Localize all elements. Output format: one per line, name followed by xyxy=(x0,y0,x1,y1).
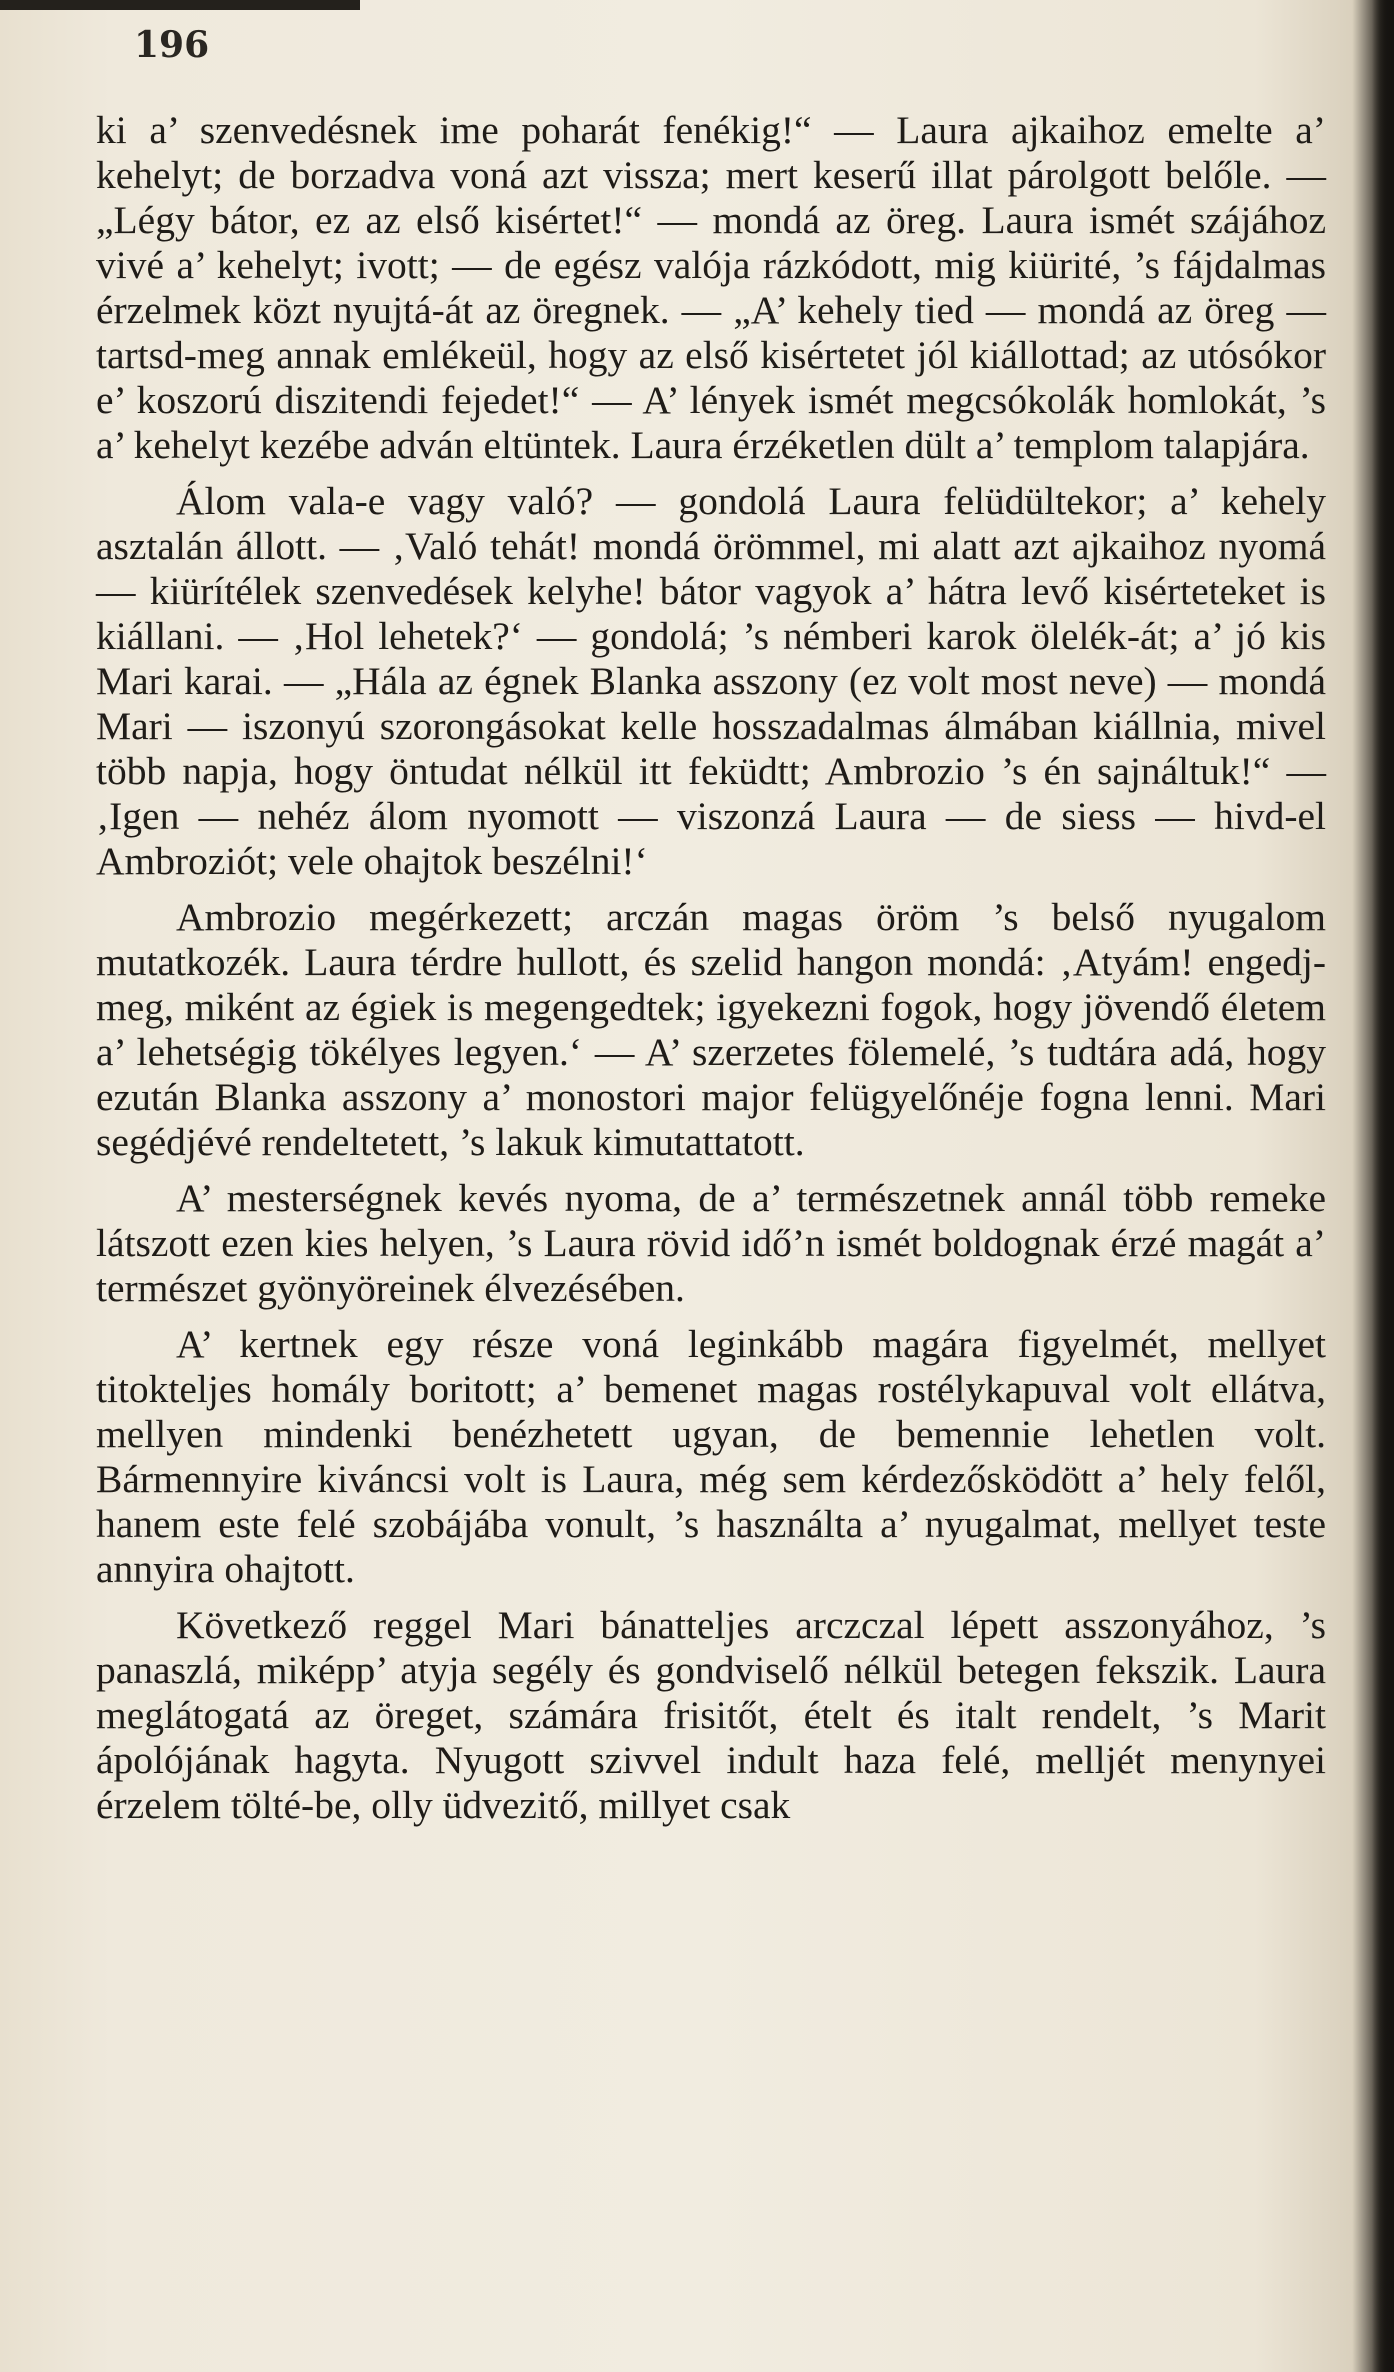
body-text xyxy=(96,108,1326,1839)
scan-edge xyxy=(0,0,360,10)
paragraph: A’ kertnek egy része voná leginkább magára figyelmét, mellyet titokteljes homály boritott; a’ bemenet magas rostélykapuval volt ellátva, mellyen mindenki benézhetett ugyan, de bemennie lehetlen volt. Bármennyire kiváncsi volt is Laura, még sem kérdezősködött a’ hely felől, hanem este felé szobájába vonult, ’s használta a’ nyugalmat, mellyet teste annyira ohajtott. xyxy=(96,1322,1326,1591)
paragraph: Ambrozio megérkezett; arczán magas öröm ’s belső nyugalom mutatkozék. Laura térdre hullott, és szelid hangon mondá: ‚Atyám! engedj-meg, miként az égiek is megengedtek; igyekezni fogok, hogy jövendő életem a’ lehetségig tökélyes legyen.‘ — A’ szerzetes fölemelé, ’s tudtára adá, hogy ezután Blanka asszony a’ monostori major felügyelőnéje fogna lenni. Mari segédjévé rendeltetett, ’s lakuk kimutattatott. xyxy=(96,895,1326,1164)
paragraph: Álom vala-e vagy való? — gondolá Laura felüdültekor; a’ kehely asztalán állott. — ‚Való tehát! mondá örömmel, mi alatt azt ajkaihoz nyomá — kiürítélek szenvedések kelyhe! bátor vagyok a’ hátra levő kisérteteket is kiállani. — ‚Hol lehetek?‘ — gondolá; ’s némberi karok ölelék-át; a’ jó kis Mari karai. — „Hála az égnek Blanka asszony (ez volt most neve) — mondá Mari — iszonyú szorongásokat kelle hosszadalmas álmában kiállnia, mivel több napja, hogy öntudat nélkül itt feküdtt; Ambrozio ’s én sajnáltuk!“ — ‚Igen — nehéz álom nyomott — viszonzá Laura — de siess — hivd-el Ambroziót; vele ohajtok beszélni!‘ xyxy=(96,479,1326,883)
paragraph: A’ mesterségnek kevés nyoma, de a’ természetnek annál több remeke látszott ezen kies helyen, ’s Laura rövid idő’n ismét boldognak érzé magát a’ természet gyönyöreinek élvezésében. xyxy=(96,1176,1326,1310)
paragraph: Következő reggel Mari bánatteljes arczczal lépett asszonyához, ’s panaszlá, miképp’ atyja segély és gondviselő nélkül betegen fekszik. Laura meglátogatá az öreget, számára frisitőt, ételt és italt rendelt, ’s Marit ápolójának hagyta. Nyugott szivvel indult haza felé, melljét menynyei érzelem tölté-be, olly üdvezitő, millyet csak xyxy=(96,1603,1326,1827)
paragraph: ki a’ szenvedésnek ime poharát fenékig!“ — Laura ajkaihoz emelte a’ kehelyt; de borzadva voná azt vissza; mert keserű illat párolgott belőle. — „Légy bátor, ez az első kisértet!“ — mondá az öreg. Laura ismét szájához vivé a’ kehelyt; ivott; — de egész valója rázkódott, mig kiürité, ’s fájdalmas érzelmek közt nyujtá-át az öregnek. — „A’ kehely tied — mondá az öreg — tartsd-meg annak emlékeül, hogy az első kisértetet jól kiállottad; az utósókor e’ koszorú diszitendi fejedet!“ — A’ lények ismét megcsókolák homlokát, ’s a’ kehelyt kezébe adván eltüntek. Laura érzéketlen dült a’ templom talapjára. xyxy=(96,108,1326,467)
page-edge-shadow xyxy=(1372,0,1394,2372)
page-number: 196 xyxy=(134,24,210,66)
